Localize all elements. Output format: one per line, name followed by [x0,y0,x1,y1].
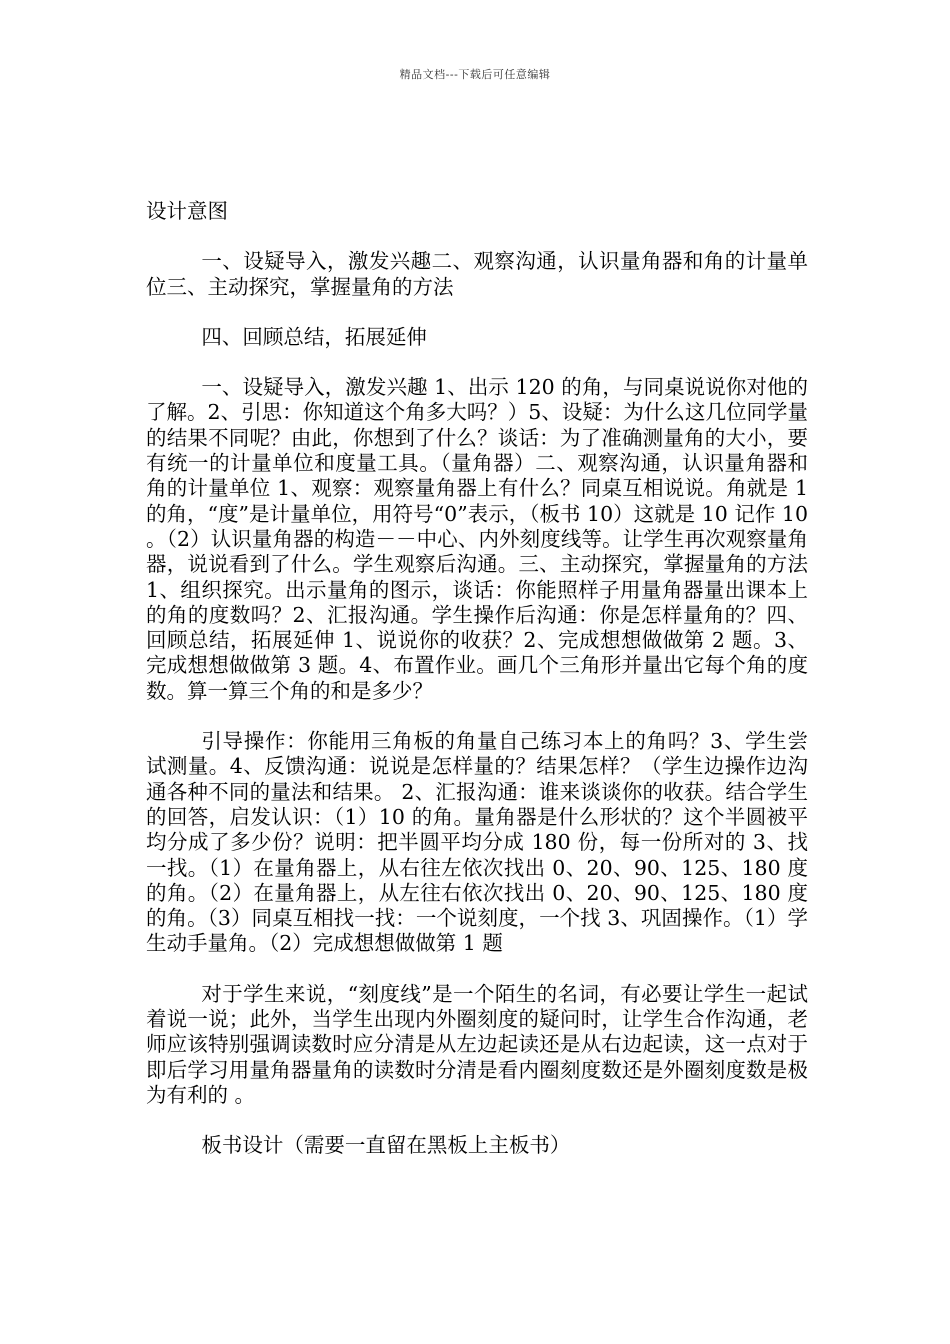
section-heading: 设计意图 [146,199,228,223]
paragraph-guided-operation: 引导操作：你能用三角板的角量自己练习本上的角吗？3、学生尝试测量。4、反馈沟通：说说是怎样量的？结果怎样？（学生边操作边沟通各种不同的量法和结果。 2、汇报沟通：谁来谈谈你的收获。结合学生的回答，启发认识：（1）10 的角。量角器是什么形状的？这个半圆被平均分成了多少份？说明：把半圆平均分成 180 份，每一份所对的 3、找一找。（1）在量角器上，从右往左依次找出 0、20、90、125、180 度的角。（2）在量角器上，从左往右依次找出 0、20、90、125、180 度的角。（3）同桌互相找一找：一个说刻度，一个找 3、巩固操作。（1）学生动手量角。（2）完成想想做做第 1 题 [146,729,808,956]
paragraph-outline-last: 四、回顾总结，拓展延伸 [201,324,427,349]
paragraph-lesson-process: 一、设疑导入，激发兴趣 1、出示 120 的角，与同桌说说你对他的了解。2、引思：你知道这个角多大吗？）5、设疑：为什么这几位同学量的结果不同呢？由此，你想到了什么？谈话：为了准确测量角的大小，要有统一的计量单位和度量工具。（量角器）二、观察沟通，认识量角器和角的计量单位 1、观察：观察量角器上有什么？同桌互相说说。角就是 1 的角，“度”是计量单位，用符号“0”表示，（板书 10）这就是 10 记作 10。（2）认识量角器的构造－－中心、内外刻度线等。让学生再次观察量角器，说说看到了什么。学生观察后沟通。三、主动探究，掌握量角的方法 1、组织探究。出示量角的图示，谈话：你能照样子用量角器量出课本上的角的度数吗？2、汇报沟通。学生操作后沟通：你是怎样量角的？四、回顾总结，拓展延伸 1、说说你的收获？2、完成想想做做第 2 题。3、完成想想做做第 3 题。4、布置作业。画几个三角形并量出它每个角的度数。算一算三个角的和是多少？ [146,375,808,703]
paragraph-reflection: 对于学生来说，“刻度线”是一个陌生的名词，有必要让学生一起试着说一说；此外，当学生出现内外圈刻度的疑问时，让学生合作沟通，老师应该特别强调读数时应分清是从左边起读还是从右边起读，这一点对于即后学习用量角器量角的读数时分清是看内圈刻度数还是外圈刻度数是极为有利的 。 [146,981,808,1107]
page-header: 精品文档---下载后可任意编辑 [399,68,551,81]
document-body [146,199,808,1184]
paragraph-board-design: 板书设计（需要一直留在黑板上主板书） [201,1133,571,1158]
paragraph-outline: 一、设疑导入，激发兴趣二、观察沟通，认识量角器和角的计量单位三、主动探究，掌握量角的方法 [146,249,808,299]
